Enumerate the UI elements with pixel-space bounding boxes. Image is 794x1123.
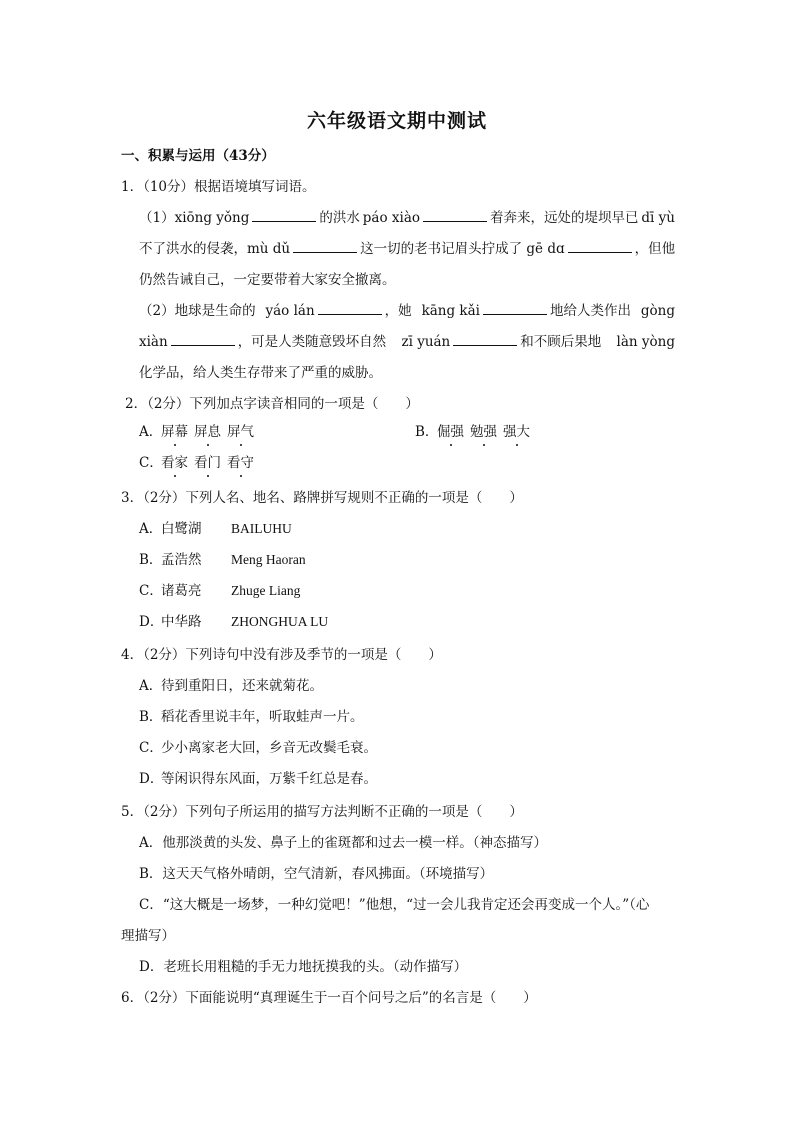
- word-with-dot: 勉强: [470, 424, 497, 440]
- q4-stem: 4．（2分）下列诗句中没有涉及季节的一项是（ ）: [121, 647, 442, 663]
- q5-option-d[interactable]: D．老班长用粗糙的手无力地抚摸我的头。（动作描写）: [139, 959, 468, 975]
- q1-p1-line2: [139, 239, 675, 259]
- option-label: A．: [139, 424, 163, 440]
- answer-blank[interactable]: [318, 301, 382, 315]
- option-pinyin: Zhuge Liang: [231, 583, 301, 598]
- q1-p2-text: zī yuán: [401, 334, 451, 350]
- q2-option-a[interactable]: [139, 422, 254, 442]
- option-label: C．: [139, 740, 163, 756]
- option-text: 待到重阳日，还来就菊花。: [161, 678, 323, 694]
- q1-p2-text: ，可是人类随意毁坏自然: [237, 334, 387, 350]
- word-with-dot: 看家: [161, 455, 188, 471]
- answer-blank[interactable]: [483, 301, 547, 315]
- q4-option-d[interactable]: [139, 769, 377, 789]
- option-label: A．: [139, 678, 163, 694]
- q1-p2-text: ，她: [384, 303, 412, 319]
- option-label: C．: [139, 455, 163, 471]
- q1-p1-text: dī yù: [641, 210, 675, 226]
- answer-blank[interactable]: [293, 239, 357, 253]
- option-chinese: 中华路: [161, 614, 202, 630]
- q1-stem: 1．（10分）根据语境填写词语。: [121, 179, 316, 195]
- answer-blank[interactable]: [568, 239, 632, 253]
- q1-p2-line3: 化学品，给人类生存带来了严重的威胁。: [139, 365, 382, 381]
- q1-p1-line1: [139, 208, 675, 228]
- q6-stem: 6．（2分）下面能说明“真理诞生于一百个问号之后”的名言是（ ）: [121, 990, 537, 1006]
- answer-blank[interactable]: [252, 208, 316, 222]
- q1-p2-text: xiàn: [139, 334, 168, 350]
- option-chinese: 白鹭湖: [161, 521, 202, 537]
- word-with-dot: 倔强: [437, 424, 464, 440]
- option-pinyin: Meng Haoran: [231, 552, 306, 567]
- q1-p2-text: gòng: [640, 303, 675, 319]
- q3-stem: 3．（2分）下列人名、地名、路牌拼写规则不正确的一项是（ ）: [121, 490, 523, 506]
- q1-p1-text: ，但他: [634, 241, 676, 257]
- q4-option-a[interactable]: [139, 676, 323, 696]
- q1-p2-line2: [139, 332, 675, 352]
- q1-p2-line1: [139, 301, 675, 321]
- q5-option-c-continued: 理描写）: [121, 928, 175, 944]
- option-label: B．: [139, 552, 163, 568]
- q1-p1-text: páo xiào: [362, 210, 420, 226]
- q1-p1-line3: 仍然告诫自己，一定要带着大家安全撤离。: [139, 272, 396, 288]
- option-label: B．: [415, 424, 439, 440]
- option-text: 稻花香里说丰年，听取蛙声一片。: [161, 709, 364, 725]
- option-label: B．: [139, 709, 163, 725]
- word-with-dot: 看门: [194, 455, 221, 471]
- option-text: 等闲识得东风面，万紫千红总是春。: [161, 771, 377, 787]
- q1-p2-text: kāng kǎi: [421, 303, 480, 319]
- q2-option-c[interactable]: [139, 453, 254, 473]
- answer-blank[interactable]: [423, 208, 487, 222]
- word-with-dot: 看守: [227, 455, 254, 471]
- word-with-dot: 屏气: [227, 424, 254, 440]
- option-label: A．: [139, 521, 163, 537]
- word-with-dot: 屏息: [194, 424, 221, 440]
- q1-p2-text: yáo lán: [265, 303, 315, 319]
- q1-p2-text: 和不顾后果地: [520, 334, 602, 350]
- q3-option-d[interactable]: [139, 612, 328, 632]
- q3-option-a[interactable]: [139, 519, 292, 539]
- option-label: D．: [139, 771, 164, 787]
- q3-option-b[interactable]: [139, 550, 306, 570]
- answer-blank[interactable]: [453, 332, 517, 346]
- q1-p1-text: 不了洪水的侵袭，mù dǔ: [139, 241, 291, 257]
- q4-option-b[interactable]: [139, 707, 364, 727]
- option-label: C．: [139, 583, 163, 599]
- q1-p2-text: （2）地球是生命的: [139, 303, 256, 319]
- q2-stem: 2．（2分）下列加点字读音相同的一项是（ ）: [125, 396, 419, 412]
- q5-option-a[interactable]: A．他那淡黄的头发、鼻子上的雀斑都和过去一模一样。（神态描写）: [139, 835, 547, 851]
- q1-p2-text: làn yòng: [616, 334, 675, 350]
- word-with-dot: 强大: [503, 424, 530, 440]
- q5-stem: 5．（2分）下列句子所运用的描写方法判断不正确的一项是（ ）: [121, 804, 523, 820]
- option-label: D．: [139, 614, 164, 630]
- q1-p1-text: 这一切的老书记眉头拧成了 gē dɑ: [360, 241, 565, 257]
- option-chinese: 孟浩然: [161, 552, 202, 568]
- page-title: 六年级语文期中测试: [306, 110, 487, 132]
- option-chinese: 诸葛亮: [161, 583, 202, 599]
- q1-p1-text: 的洪水: [319, 210, 360, 226]
- answer-blank[interactable]: [171, 332, 235, 346]
- q5-option-b[interactable]: B．这天天气格外晴朗，空气清新，春风拂面。（环境描写）: [139, 866, 494, 882]
- q5-option-c[interactable]: C．“这大概是一场梦，一种幻觉吧！”他想，“过一会儿我肯定还会再变成一个人。”（心: [139, 897, 650, 913]
- section-heading: 一、积累与运用（43分）: [121, 148, 275, 164]
- option-pinyin: ZHONGHUA LU: [231, 614, 329, 629]
- option-text: 少小离家老大回，乡音无改鬓毛衰。: [161, 740, 377, 756]
- word-with-dot: 屏幕: [161, 424, 188, 440]
- q4-option-c[interactable]: [139, 738, 377, 758]
- q1-p1-text: 着奔来，远处的堤坝早已: [490, 210, 639, 226]
- option-pinyin: BAILUHU: [231, 521, 292, 536]
- q1-p1-text: （1）xiōng yǒng: [139, 210, 250, 226]
- q3-option-c[interactable]: [139, 581, 300, 601]
- q1-p2-text: 地给人类作出: [549, 303, 631, 319]
- q2-option-b[interactable]: [415, 422, 530, 442]
